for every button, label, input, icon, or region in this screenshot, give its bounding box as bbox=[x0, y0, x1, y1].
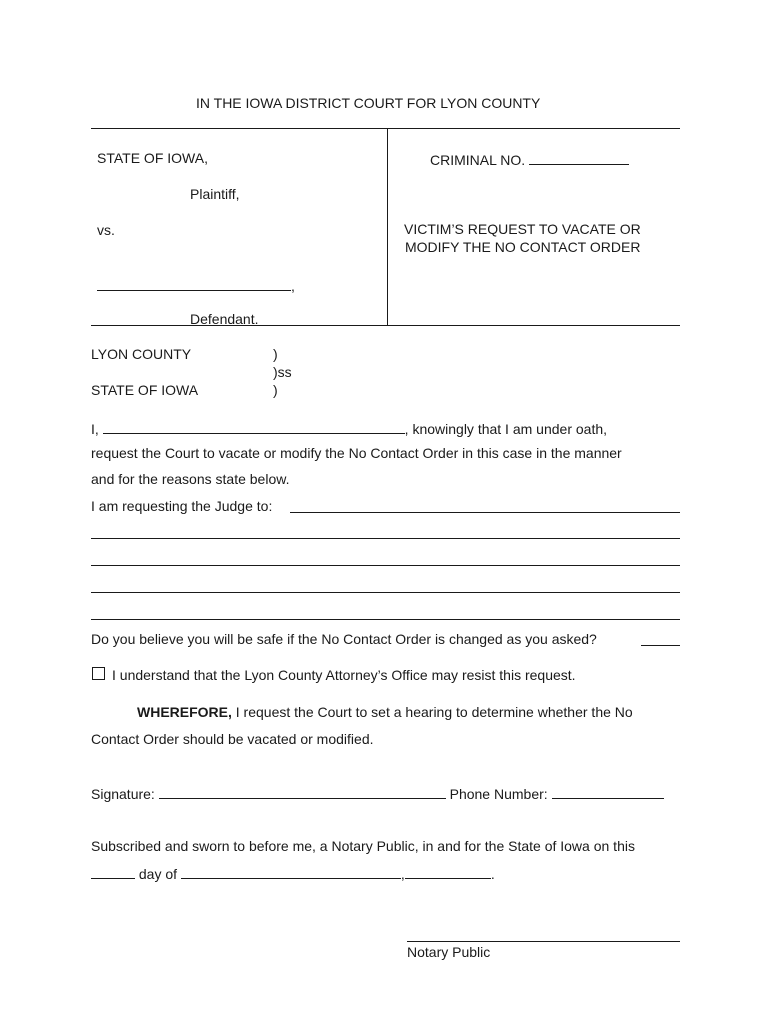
document-title-line1: VICTIM’S REQUEST TO VACATE OR bbox=[404, 221, 641, 237]
phone-label: Phone Number: bbox=[449, 786, 548, 802]
defendant-name-line bbox=[97, 276, 295, 294]
month-field[interactable] bbox=[181, 864, 401, 879]
date-period: . bbox=[490, 866, 495, 882]
wherefore-line2: Contact Order should be vacated or modified. bbox=[91, 731, 374, 747]
wherefore-text: I request the Court to set a hearing to determine whether the No bbox=[231, 704, 633, 720]
acknowledgement-text: I understand that the Lyon County Attorney’s Office may resist this request. bbox=[112, 667, 576, 683]
sworn-text: Subscribed and sworn to before me, a Notary Public, in and for the State of Iowa on this bbox=[91, 838, 635, 854]
signature-field[interactable] bbox=[159, 784, 446, 799]
notary-public-label: Notary Public bbox=[407, 944, 491, 960]
venue-state: STATE OF IOWA bbox=[91, 382, 199, 398]
judge-request-field-3[interactable] bbox=[91, 565, 680, 566]
signature-line bbox=[91, 784, 664, 802]
court-title: IN THE IOWA DISTRICT COURT FOR LYON COUNTY bbox=[196, 95, 541, 111]
i-label: I, bbox=[91, 421, 99, 437]
caption-top-rule bbox=[91, 128, 680, 129]
caption-divider bbox=[387, 129, 388, 325]
phone-field[interactable] bbox=[552, 784, 664, 799]
criminal-no-label: CRIMINAL NO. bbox=[430, 152, 526, 168]
judge-request-field-2[interactable] bbox=[91, 538, 680, 539]
notary-signature-field[interactable] bbox=[407, 941, 680, 942]
safety-answer-field[interactable] bbox=[641, 645, 680, 646]
affiant-name-field[interactable] bbox=[103, 419, 405, 434]
venue-paren-bottom: ) bbox=[273, 382, 278, 398]
criminal-no-line bbox=[430, 150, 629, 168]
safety-question: Do you believe you will be safe if the No Contact Order is changed as you asked? bbox=[91, 631, 597, 647]
caption-bottom-rule bbox=[91, 325, 680, 326]
affiant-line bbox=[91, 419, 607, 437]
wherefore-bold: WHEREFORE, bbox=[137, 704, 232, 720]
oath-text: , knowingly that I am under oath, bbox=[404, 421, 608, 437]
judge-request-field-4[interactable] bbox=[91, 592, 680, 593]
day-field[interactable] bbox=[91, 864, 135, 879]
venue-paren-top: ) bbox=[273, 346, 278, 362]
day-of-label: day of bbox=[135, 866, 181, 882]
sworn-date-line bbox=[91, 864, 495, 882]
judge-request-field-1[interactable] bbox=[290, 512, 680, 513]
judge-request-field-5[interactable] bbox=[91, 619, 680, 620]
reasons-line: and for the reasons state below. bbox=[91, 471, 290, 487]
versus-label: vs. bbox=[97, 222, 115, 238]
acknowledgement-checkbox[interactable] bbox=[92, 667, 105, 680]
criminal-no-field[interactable] bbox=[529, 150, 629, 165]
defendant-role: Defendant. bbox=[190, 311, 259, 327]
defendant-name-field[interactable] bbox=[97, 276, 291, 291]
venue-ss: )ss bbox=[273, 364, 292, 380]
year-field[interactable] bbox=[405, 864, 491, 879]
signature-label: Signature: bbox=[91, 786, 155, 802]
defendant-comma: , bbox=[291, 278, 295, 294]
request-line: request the Court to vacate or modify the No Contact Order in this case in the manner bbox=[91, 445, 622, 461]
date-comma: , bbox=[400, 866, 405, 882]
plaintiff-role: Plaintiff, bbox=[190, 186, 240, 202]
document-title-line2: MODIFY THE NO CONTACT ORDER bbox=[405, 239, 641, 255]
plaintiff-name: STATE OF IOWA, bbox=[97, 150, 208, 166]
judge-label: I am requesting the Judge to: bbox=[91, 498, 273, 514]
venue-county: LYON COUNTY bbox=[91, 346, 192, 362]
wherefore-line bbox=[137, 704, 633, 720]
